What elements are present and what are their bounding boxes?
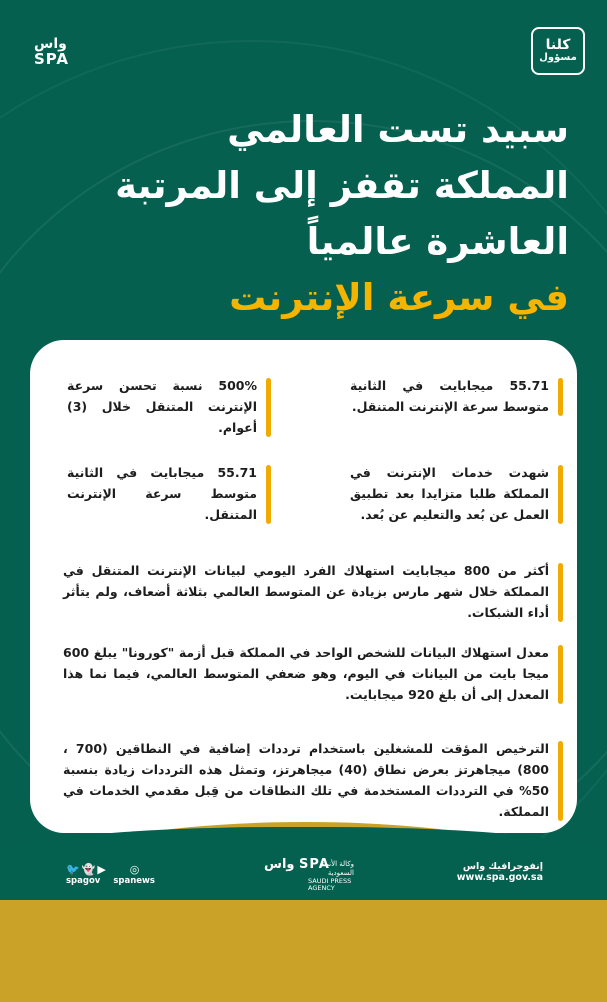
agency-logo [264,857,354,892]
agency-mark: واس SPA [264,857,330,872]
snapchat-icon[interactable]: 👻 [81,863,98,876]
social-icons [66,863,165,876]
social-handle-spanews[interactable]: spanews [113,876,155,886]
infographic-label: إنفوجرافيك واس [462,861,543,872]
title-line-2: المملكة تقفز إلى المرتبة [115,164,569,207]
fact-item-6: معدل استهلاك البيانات للشخص الواحد في المملكة قبل أزمة "كورونا" يبلغ 600 ميجا بايت من البيانات في اليوم، وهو ضعفي المتوسط العالمي، فيما نما هذا المعدل إلى أن بلغ 920 ميجابايت. [63,642,549,705]
fact-item-4: 55.71 ميجابايت في الثانية متوسط سرعة الإنترنت المتنقل. [67,462,257,525]
badge-line2: مسؤول [539,52,577,63]
footer-site-info [457,861,543,883]
page-title [49,102,569,326]
youtube-icon[interactable]: ▶ [97,863,108,876]
agency-name-english: SAUDI PRESS AGENCY [308,877,352,892]
fact-item-2: 500% نسبة تحسن سرعة الإنترنت المتنقل خلال (3) أعوام. [67,375,257,438]
title-line-1: سبيد تست العالمي [227,108,569,151]
fact-item-3: شهدت خدمات الإنترنت في المملكة طلبا متزايدا بعد تطبيق العمل عن بُعد والتعليم عن بُعد. [350,462,549,525]
instagram-icon[interactable]: ◎ [129,863,142,876]
website-link[interactable]: www.spa.gov.sa [456,872,543,883]
spa-logo-arabic: واس [34,36,67,52]
spa-logo-latin: SPA [34,50,70,68]
fact-item-5: أكثر من 800 ميجابايت استهلاك الفرد اليومي لبيانات الإنترنت المتنقل في المملكة خلال شهر مارس بزيادة عن المتوسط العالمي بثلاثة أضعاف، ولم يتأثر أداء الشبكات. [63,560,549,623]
title-line-4: في سرعة الإنترنت [229,276,569,319]
title-line-3: العاشرة عالمياً [306,220,569,263]
social-links [66,863,165,886]
fact-item-7: الترخيص المؤقت للمشغلين باستخدام ترددات إضافية في النطاقين (700 ، 800) ميجاهرتز بعرض نطاق (40) ميجاهرتز، وتمثل هذه الترددات زيادة بنسبة 50% في الترددات المستخدمة في تلك النطاقات من قِبل مقدمي الخدمات في المملكة. [63,738,549,822]
fact-item-1: 55.71 ميجابايت في الثانية متوسط سرعة الإنترنت المتنقل. [350,375,549,417]
agency-name-arabic: وكالة الأنباء السعودية [321,860,354,877]
spa-logo [34,37,84,67]
facts-card [30,340,577,833]
twitter-icon[interactable]: 🐦 [66,863,82,876]
campaign-badge [531,27,585,75]
badge-line1: كلنا [545,37,571,53]
social-handle-spagov[interactable]: spagov [66,876,101,886]
